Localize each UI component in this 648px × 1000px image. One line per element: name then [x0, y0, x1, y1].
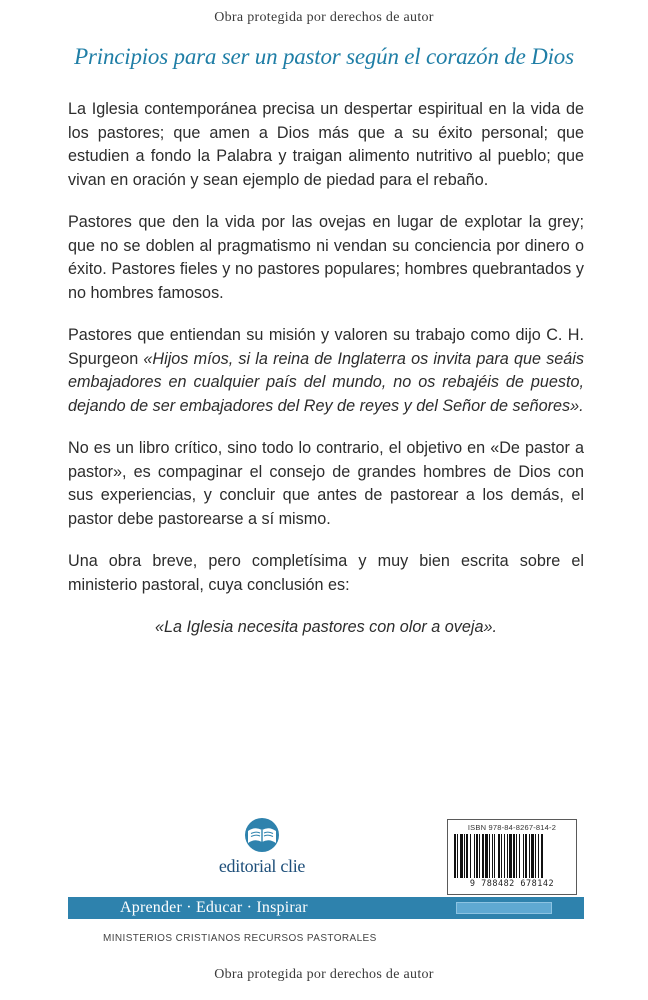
paragraph-3 [68, 324, 584, 418]
barcode-bar [501, 834, 502, 878]
paragraph-4: No es un libro crítico, sino todo lo contrario, el objetivo en «De pastor a pastor», es compaginar el consejo de grandes hombres de Dios con sus experiencias, y concluir que antes de pastorear a los demás, el pastor debe pastorearse a sí mismo. [68, 439, 584, 528]
barcode-bar [507, 834, 508, 878]
paragraph-3-intro: Pastores que entiendan su misión y valoren su trabajo como dijo C. H. Spurgeon [68, 326, 584, 368]
barcode-bar [519, 834, 520, 878]
barcode-bar [474, 834, 475, 878]
barcode-bar [494, 834, 495, 878]
paragraph-1: La Iglesia contemporánea precisa un despertar espiritual en la vida de los pastores; que amen a Dios más que a su éxito personal; que estudien a fondo la Palabra y traigan alimento nutritivo al pueblo; que vivan en oración y sean ejemplo de piedad para el rebaño. [68, 100, 584, 189]
spurgeon-quote: «Hijos míos, si la reina de Inglaterra os invita para que seáis embajadores en cualquier país del mundo, no os rebajéis de puesto, dejando de ser embajadores del Rey de reyes y del Señor de señores». [68, 349, 584, 415]
barcode-bar [492, 834, 493, 878]
paragraph-5: Una obra breve, pero completísima y muy bien escrita sobre el ministerio pastoral, cuya conclusión es: [68, 552, 584, 594]
barcode-bar [535, 834, 536, 878]
publisher-slogan: Aprender · Educar · Inspirar [120, 899, 308, 916]
barcode-bar [529, 834, 530, 878]
barcode-bar [470, 834, 471, 878]
barcode-bar [516, 834, 517, 878]
open-book-globe-icon [242, 816, 282, 854]
barcode-bars [453, 834, 571, 878]
ministry-category: MINISTERIOS CRISTIANOS RECURSOS PASTORALES [103, 933, 377, 944]
slogan-tag-decoration [456, 902, 552, 914]
barcode-bar [485, 834, 488, 878]
publisher-name: editorial clie [218, 856, 306, 876]
publisher-logo [207, 816, 317, 877]
barcode-bar [466, 834, 468, 878]
barcode-bar [513, 834, 515, 878]
copyright-watermark-top: Obra protegida por derechos de autor [214, 10, 434, 25]
barcode-bar [509, 834, 512, 878]
slogan-bar [68, 897, 584, 919]
barcode-bar [482, 834, 484, 878]
barcode-bar [538, 834, 539, 878]
paragraph-2: Pastores que den la vida por las ovejas en lugar de explotar la grey; que no se doblen al pragmatismo ni vendan su conciencia por dinero o éxito. Pastores fieles y no pastores populares; hombres quebrantados y no hombres famosos. [68, 213, 584, 302]
barcode-bar [457, 834, 458, 878]
copyright-watermark-bottom: Obra protegida por derechos de autor [214, 967, 434, 982]
barcode-bar [479, 834, 480, 878]
barcode-bar [504, 834, 505, 878]
barcode-bar [541, 834, 543, 878]
barcode-bar [476, 834, 478, 878]
barcode-bar [464, 834, 465, 878]
barcode-digits: 9 788482 678142 [469, 879, 555, 889]
book-subtitle: Principios para ser un pastor según el corazón de Dios [74, 44, 574, 69]
barcode-bar [523, 834, 524, 878]
barcode-bar [489, 834, 490, 878]
barcode-bar [531, 834, 534, 878]
barcode-bar [498, 834, 500, 878]
closing-quote: «La Iglesia necesita pastores con olor a oveja». [155, 618, 497, 636]
barcode-bar [525, 834, 527, 878]
back-cover-text [68, 98, 584, 659]
barcode-bar [460, 834, 463, 878]
barcode-bar [454, 834, 456, 878]
isbn-label: ISBN 978-84-8267-814-2 [467, 823, 557, 832]
isbn-barcode [447, 819, 577, 895]
